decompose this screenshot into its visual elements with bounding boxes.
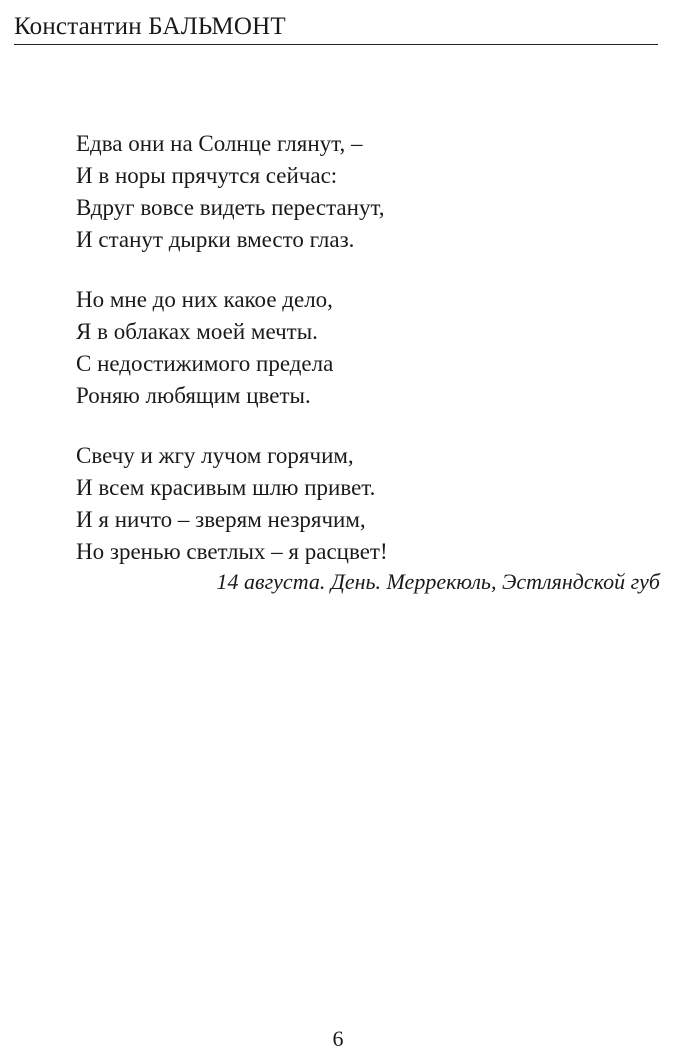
poem-line: Роняю любящим цветы. xyxy=(76,383,311,408)
poem xyxy=(76,128,636,596)
poem-line: Вдруг вовсе видеть перестанут, xyxy=(76,195,385,220)
page-number: 6 xyxy=(332,1026,344,1051)
stanza-3 xyxy=(76,440,636,568)
poem-dateline: 14 августа. День. Меррекюль, Эстляндской губ xyxy=(216,569,660,594)
poem-line: Едва они на Солнце глянут, – xyxy=(76,131,363,156)
poem-line: И всем красивым шлю привет. xyxy=(76,475,376,500)
poem-line: Но зренью светлых – я расцвет! xyxy=(76,539,388,564)
stanza-2 xyxy=(76,284,636,412)
poem-line: С недостижимого предела xyxy=(76,351,334,376)
running-header xyxy=(14,8,658,45)
poem-line: И в норы прячутся сейчас: xyxy=(76,163,338,188)
poem-line: И станут дырки вместо глаз. xyxy=(76,227,355,252)
poem-line: Свечу и жгу лучом горячим, xyxy=(76,443,354,468)
stanza-1 xyxy=(76,128,636,256)
poem-line: Я в облаках моей мечты. xyxy=(76,319,318,344)
poem-line: Но мне до них какое дело, xyxy=(76,287,333,312)
poem-line: И я ничто – зверям незрячим, xyxy=(76,507,366,532)
author-name: Константин БАЛЬМОНТ xyxy=(14,12,286,40)
